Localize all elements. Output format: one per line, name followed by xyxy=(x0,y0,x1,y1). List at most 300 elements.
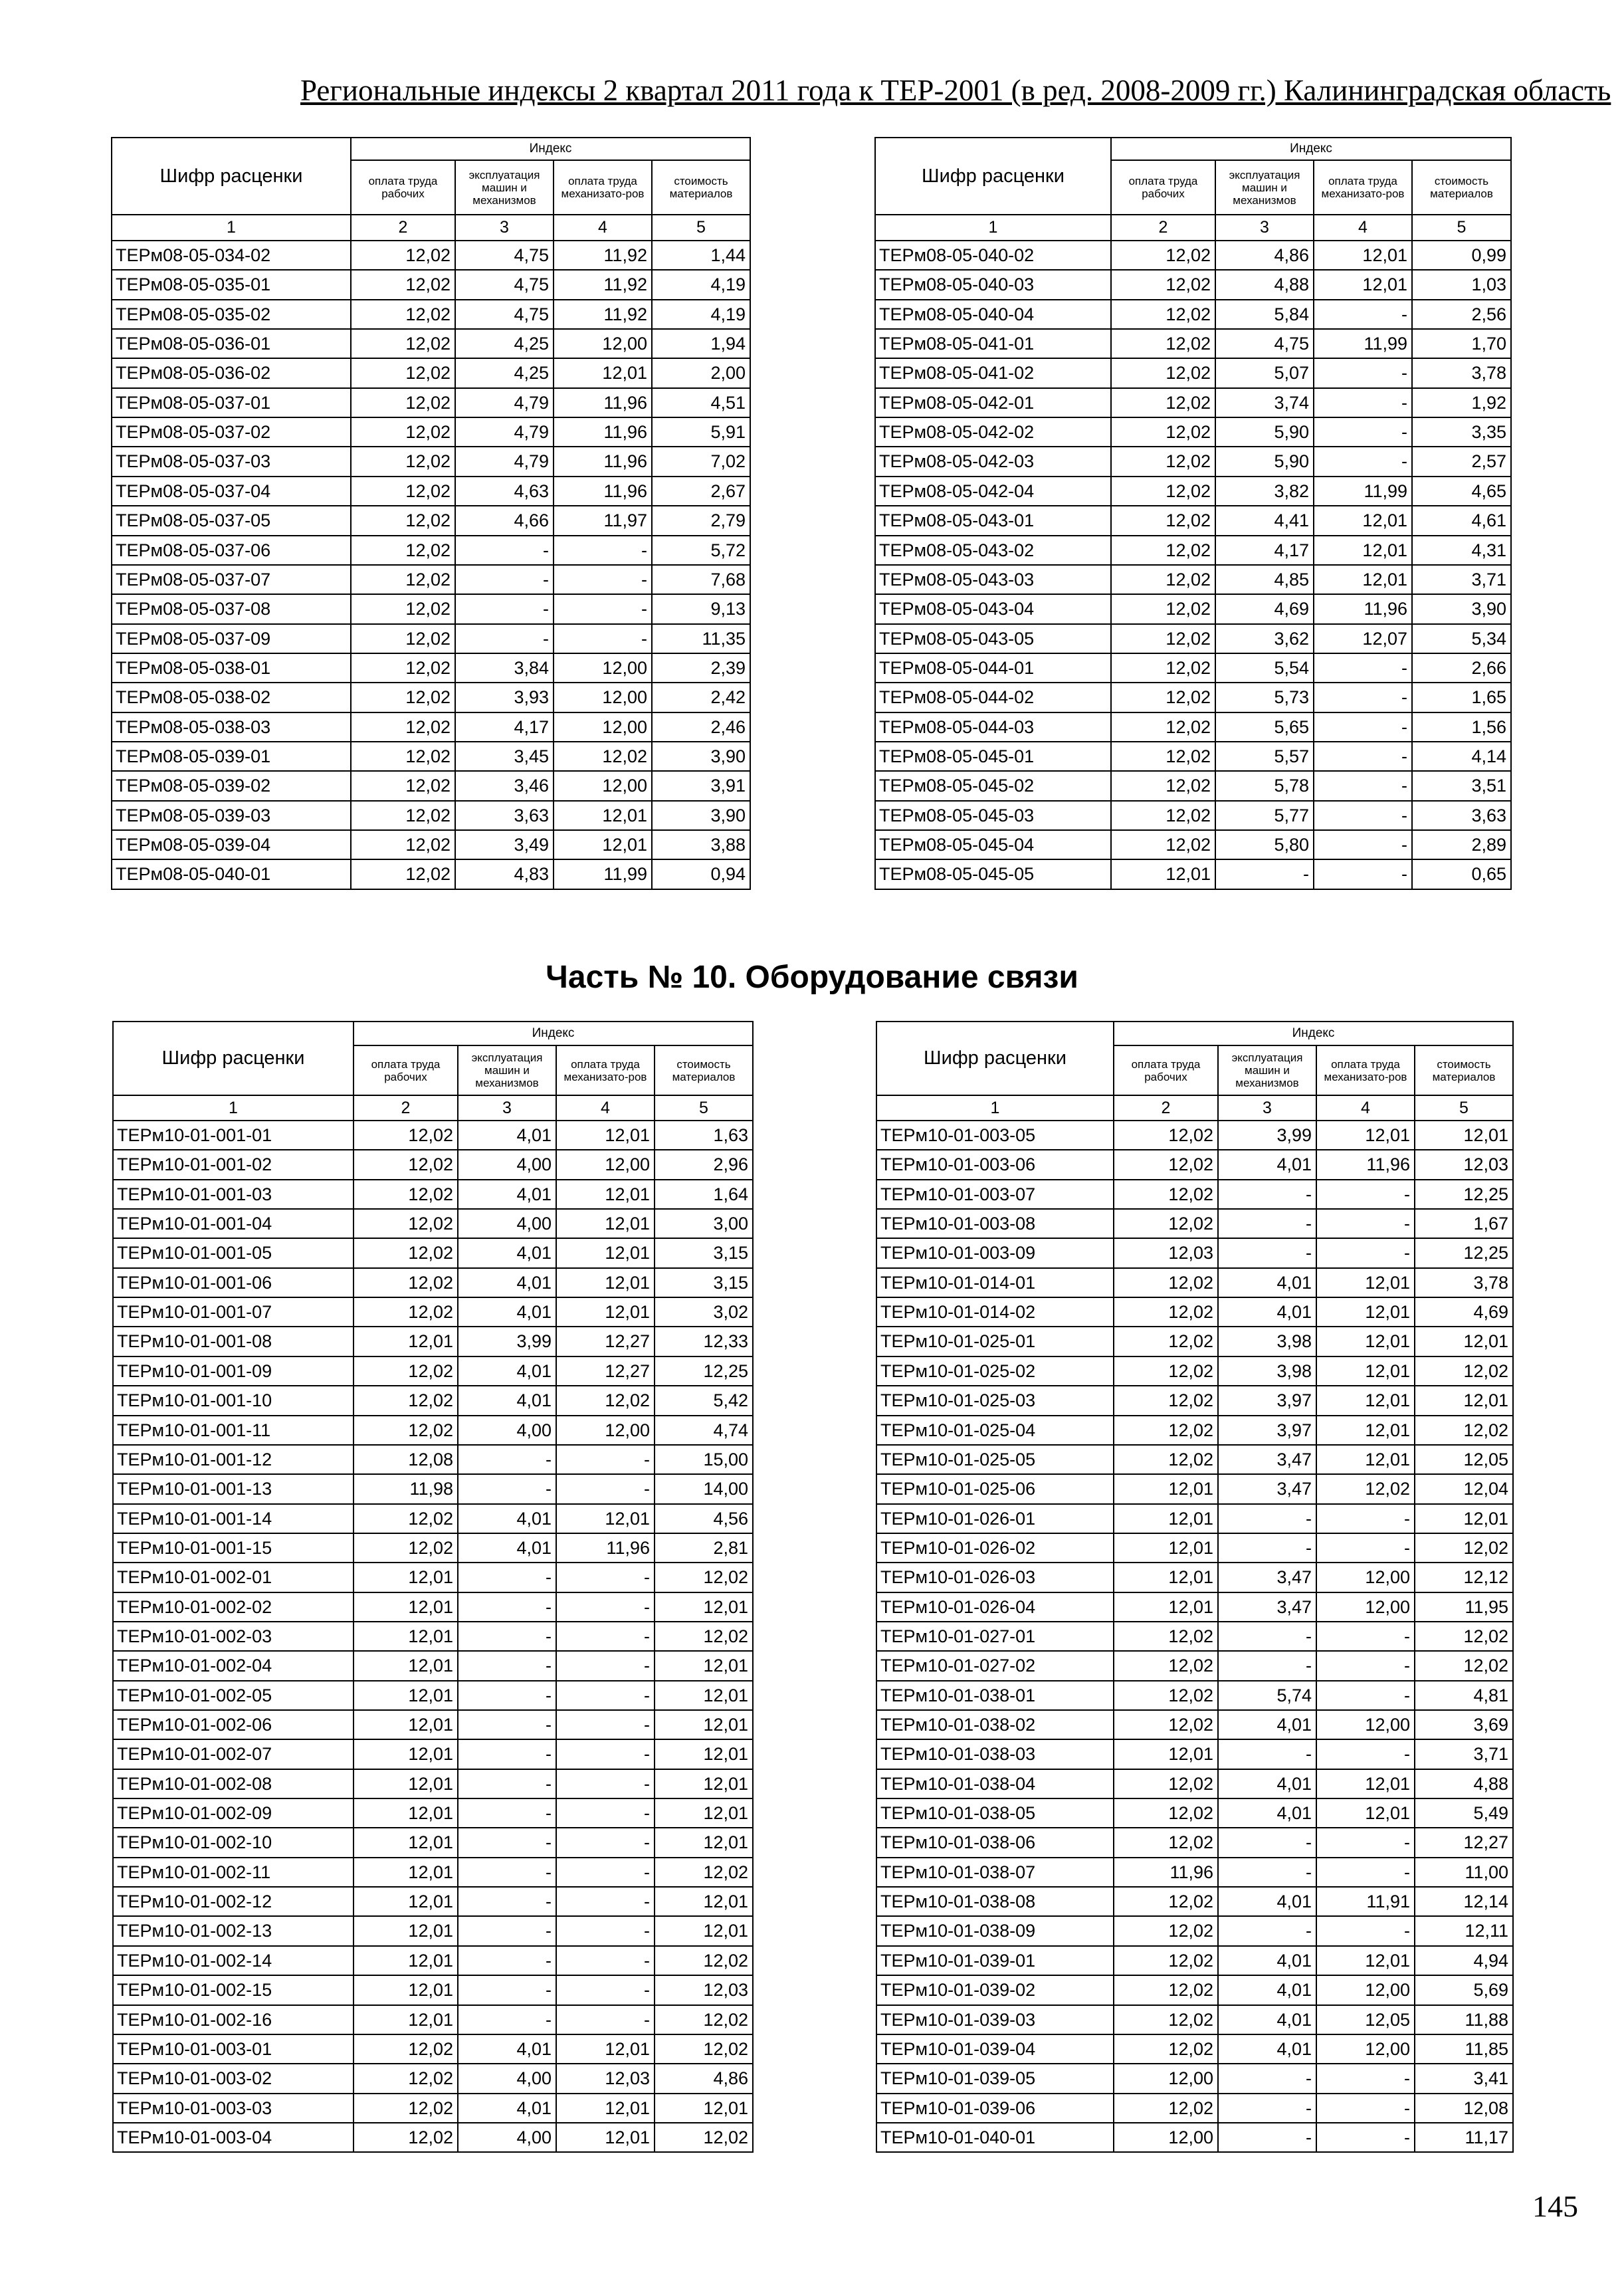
table-row xyxy=(876,1268,1513,1297)
index-value-cell: 12,02 xyxy=(1114,1121,1218,1150)
index-value-cell: 11,92 xyxy=(554,300,652,329)
column-number: 1 xyxy=(112,215,351,241)
rate-code-cell: ТЕРм08-05-039-01 xyxy=(112,742,351,771)
index-value-cell: 4,61 xyxy=(1412,506,1511,536)
table-row xyxy=(876,1622,1513,1651)
index-value-cell: 4,01 xyxy=(1218,1297,1316,1327)
table-row xyxy=(876,2005,1513,2034)
index-value-cell: 12,01 xyxy=(1316,1297,1415,1327)
index-value-cell: 12,01 xyxy=(1314,536,1412,565)
index-value-cell: 12,02 xyxy=(351,594,455,624)
code-column-header: Шифр расценки xyxy=(113,1022,354,1095)
index-value-cell: 12,02 xyxy=(351,329,455,358)
index-value-cell: 12,02 xyxy=(354,1416,458,1445)
index-value-cell: - xyxy=(1316,2094,1415,2123)
table-row xyxy=(112,771,750,801)
index-value-cell: 3,15 xyxy=(655,1268,753,1297)
index-value-cell: 12,02 xyxy=(1114,1445,1218,1474)
index-value-cell: - xyxy=(1218,1533,1316,1563)
index-value-cell: 1,44 xyxy=(652,241,750,270)
index-value-cell: 12,02 xyxy=(351,859,455,889)
index-value-cell: 12,01 xyxy=(354,1887,458,1916)
index-value-cell: 12,12 xyxy=(1415,1563,1513,1592)
column-number: 5 xyxy=(652,215,750,241)
index-value-cell: 4,86 xyxy=(1215,241,1314,270)
index-value-cell: 12,02 xyxy=(354,2123,458,2152)
index-value-cell: 12,02 xyxy=(354,1533,458,1563)
table-row xyxy=(876,2094,1513,2123)
rate-code-cell: ТЕРм08-05-045-02 xyxy=(875,771,1111,801)
index-value-cell: 12,00 xyxy=(554,653,652,683)
index-value-cell: - xyxy=(556,1710,655,1739)
index-value-cell: 3,93 xyxy=(455,683,554,712)
index-value-cell: 12,01 xyxy=(354,1592,458,1622)
table-row xyxy=(112,624,750,653)
index-value-cell: - xyxy=(458,1563,556,1592)
index-value-cell: 12,00 xyxy=(1114,2123,1218,2152)
index-value-cell: - xyxy=(556,1887,655,1916)
table-row xyxy=(112,536,750,565)
rate-code-cell: ТЕРм10-01-001-09 xyxy=(113,1356,354,1386)
index-value-cell: 4,14 xyxy=(1412,742,1511,771)
table-row xyxy=(113,1150,753,1180)
labor-cost-header: оплата труда рабочих xyxy=(354,1045,458,1095)
index-value-cell: 12,02 xyxy=(1114,1916,1218,1946)
index-value-cell: 12,02 xyxy=(655,1946,753,1975)
table-row xyxy=(876,1681,1513,1710)
index-value-cell: 4,01 xyxy=(1218,1946,1316,1975)
index-value-cell: - xyxy=(458,1622,556,1651)
index-value-cell: 2,00 xyxy=(652,358,750,388)
index-value-cell: - xyxy=(455,594,554,624)
index-value-cell: - xyxy=(458,1681,556,1710)
index-value-cell: 12,02 xyxy=(1111,801,1215,830)
index-value-cell: 4,75 xyxy=(455,241,554,270)
rate-code-cell: ТЕРм10-01-039-02 xyxy=(876,1975,1114,2005)
rate-code-cell: ТЕРм10-01-038-09 xyxy=(876,1916,1114,1946)
index-value-cell: 12,01 xyxy=(354,1710,458,1739)
rate-code-cell: ТЕРм10-01-002-14 xyxy=(113,1946,354,1975)
index-value-cell: 4,01 xyxy=(1218,1769,1316,1798)
index-value-cell: 12,02 xyxy=(1111,771,1215,801)
index-value-cell: 4,01 xyxy=(1218,2034,1316,2064)
index-value-cell: 4,83 xyxy=(455,859,554,889)
index-value-cell: 12,02 xyxy=(354,1180,458,1209)
table-row xyxy=(875,683,1511,712)
table-row xyxy=(113,1563,753,1592)
index-value-cell: 3,98 xyxy=(1218,1356,1316,1386)
rate-code-cell: ТЕРм10-01-001-15 xyxy=(113,1533,354,1563)
operator-labor-header: оплата труда механизато-ров xyxy=(556,1045,655,1095)
index-value-cell: 12,03 xyxy=(655,1975,753,2005)
materials-cost-header: стоимость материалов xyxy=(652,160,750,215)
index-value-cell: 3,90 xyxy=(652,742,750,771)
table-row xyxy=(875,300,1511,329)
code-column-header: Шифр расценки xyxy=(875,138,1111,215)
index-table-part10-left xyxy=(112,1021,754,2153)
index-value-cell: - xyxy=(458,1887,556,1916)
index-value-cell: - xyxy=(458,1769,556,1798)
rate-code-cell: ТЕРм10-01-002-12 xyxy=(113,1887,354,1916)
index-value-cell: 4,01 xyxy=(1218,1798,1316,1828)
index-value-cell: 11,96 xyxy=(1314,594,1412,624)
table-row xyxy=(113,1681,753,1710)
index-value-cell: 12,02 xyxy=(1114,1828,1218,1858)
table-row xyxy=(875,241,1511,270)
index-value-cell: - xyxy=(1316,1180,1415,1209)
index-value-cell: 12,01 xyxy=(1415,1504,1513,1533)
rate-code-cell: ТЕРм10-01-038-08 xyxy=(876,1887,1114,1916)
index-value-cell: 3,78 xyxy=(1415,1268,1513,1297)
index-value-cell: 12,02 xyxy=(351,536,455,565)
table-row xyxy=(112,683,750,712)
index-value-cell: 3,99 xyxy=(1218,1121,1316,1150)
rate-code-cell: ТЕРм08-05-042-01 xyxy=(875,388,1111,417)
index-value-cell: 12,04 xyxy=(1415,1474,1513,1504)
table-row xyxy=(113,1121,753,1150)
rate-code-cell: ТЕРм08-05-044-01 xyxy=(875,653,1111,683)
index-value-cell: 15,00 xyxy=(655,1445,753,1474)
index-value-cell: 11,85 xyxy=(1415,2034,1513,2064)
column-number: 4 xyxy=(554,215,652,241)
index-value-cell: - xyxy=(458,1975,556,2005)
table-row xyxy=(112,300,750,329)
labor-cost-header: оплата труда рабочих xyxy=(1111,160,1215,215)
index-value-cell: 12,01 xyxy=(354,1828,458,1858)
table-row xyxy=(113,1533,753,1563)
index-value-cell: - xyxy=(1218,1622,1316,1651)
table-row xyxy=(875,653,1511,683)
column-number-row xyxy=(875,215,1511,241)
index-table-part8-right xyxy=(874,137,1512,890)
index-value-cell: 11,96 xyxy=(1114,1858,1218,1887)
table-row xyxy=(875,859,1511,889)
index-value-cell: 12,01 xyxy=(1316,1386,1415,1416)
index-value-cell: 7,68 xyxy=(652,565,750,594)
index-value-cell: - xyxy=(1316,1651,1415,1681)
table-row xyxy=(113,2123,753,2152)
table-row xyxy=(112,388,750,417)
index-value-cell: - xyxy=(554,594,652,624)
rate-code-cell: ТЕРм08-05-038-02 xyxy=(112,683,351,712)
index-value-cell: - xyxy=(458,1798,556,1828)
index-value-cell: 4,75 xyxy=(455,270,554,300)
rate-code-cell: ТЕРм08-05-034-02 xyxy=(112,241,351,270)
index-value-cell: - xyxy=(455,536,554,565)
index-value-cell: 2,46 xyxy=(652,712,750,742)
table-row xyxy=(876,1592,1513,1622)
index-value-cell: 5,91 xyxy=(652,417,750,447)
table-row xyxy=(113,1386,753,1416)
index-value-cell: - xyxy=(1218,2064,1316,2094)
index-value-cell: 11,00 xyxy=(1415,1858,1513,1887)
index-value-cell: - xyxy=(1316,1858,1415,1887)
table-row xyxy=(876,1916,1513,1946)
rate-code-cell: ТЕРм10-01-003-09 xyxy=(876,1238,1114,1268)
index-value-cell: 7,02 xyxy=(652,447,750,477)
index-value-cell: 12,02 xyxy=(1415,1416,1513,1445)
index-value-cell: 12,01 xyxy=(655,1651,753,1681)
table-row xyxy=(112,329,750,358)
table-row xyxy=(876,1180,1513,1209)
index-value-cell: 11,92 xyxy=(554,270,652,300)
table-row xyxy=(112,742,750,771)
rate-code-cell: ТЕРм10-01-001-12 xyxy=(113,1445,354,1474)
table-row xyxy=(875,771,1511,801)
index-value-cell: 3,63 xyxy=(455,801,554,830)
index-value-cell: 4,74 xyxy=(655,1416,753,1445)
index-value-cell: 12,02 xyxy=(655,2123,753,2152)
index-value-cell: 12,05 xyxy=(1415,1445,1513,1474)
index-value-cell: 2,56 xyxy=(1412,300,1511,329)
index-value-cell: 12,02 xyxy=(1114,1798,1218,1828)
index-value-cell: - xyxy=(556,1769,655,1798)
index-value-cell: - xyxy=(458,1946,556,1975)
index-value-cell: 12,02 xyxy=(1415,1356,1513,1386)
index-value-cell: 5,34 xyxy=(1412,624,1511,653)
index-value-cell: 12,02 xyxy=(351,771,455,801)
rate-code-cell: ТЕРм10-01-002-02 xyxy=(113,1592,354,1622)
index-value-cell: 12,27 xyxy=(1415,1828,1513,1858)
rate-code-cell: ТЕРм10-01-003-05 xyxy=(876,1121,1114,1150)
index-value-cell: 3,82 xyxy=(1215,477,1314,506)
rate-code-cell: ТЕРм10-01-038-07 xyxy=(876,1858,1114,1887)
index-value-cell: 4,01 xyxy=(458,1533,556,1563)
index-value-cell: 12,02 xyxy=(354,1386,458,1416)
column-number: 5 xyxy=(1415,1095,1513,1121)
rate-code-cell: ТЕРм08-05-040-01 xyxy=(112,859,351,889)
rate-code-cell: ТЕРм10-01-002-08 xyxy=(113,1769,354,1798)
rate-code-cell: ТЕРм08-05-037-05 xyxy=(112,506,351,536)
index-value-cell: 3,91 xyxy=(652,771,750,801)
index-value-cell: 4,31 xyxy=(1412,536,1511,565)
index-value-cell: 3,62 xyxy=(1215,624,1314,653)
index-value-cell: 11,91 xyxy=(1316,1887,1415,1916)
index-value-cell: 12,02 xyxy=(351,624,455,653)
index-value-cell: - xyxy=(455,624,554,653)
index-value-cell: 11,95 xyxy=(1415,1592,1513,1622)
table-row xyxy=(875,801,1511,830)
index-value-cell: 4,01 xyxy=(458,1238,556,1268)
machine-operation-header: эксплуатация машин и механизмов xyxy=(455,160,554,215)
index-value-cell: - xyxy=(1314,358,1412,388)
index-value-cell: - xyxy=(1218,2123,1316,2152)
rate-code-cell: ТЕРм10-01-039-04 xyxy=(876,2034,1114,2064)
rate-code-cell: ТЕРм10-01-026-03 xyxy=(876,1563,1114,1592)
table-row xyxy=(875,329,1511,358)
index-value-cell: 12,02 xyxy=(1111,477,1215,506)
index-value-cell: - xyxy=(455,565,554,594)
index-value-cell: 3,02 xyxy=(655,1297,753,1327)
index-value-cell: 3,51 xyxy=(1412,771,1511,801)
index-value-cell: 2,39 xyxy=(652,653,750,683)
index-value-cell: 4,81 xyxy=(1415,1681,1513,1710)
table-row xyxy=(113,1946,753,1975)
table-row xyxy=(113,2064,753,2094)
rate-code-cell: ТЕРм08-05-044-02 xyxy=(875,683,1111,712)
index-value-cell: 12,00 xyxy=(554,329,652,358)
table-row xyxy=(876,1798,1513,1828)
index-value-cell: 0,65 xyxy=(1412,859,1511,889)
rate-code-cell: ТЕРм08-05-037-01 xyxy=(112,388,351,417)
index-value-cell: 1,67 xyxy=(1415,1209,1513,1238)
rate-code-cell: ТЕРм10-01-025-03 xyxy=(876,1386,1114,1416)
table-row xyxy=(112,801,750,830)
table-row xyxy=(113,1710,753,1739)
table-row xyxy=(112,594,750,624)
index-value-cell: - xyxy=(1316,1533,1415,1563)
materials-cost-header: стоимость материалов xyxy=(1412,160,1511,215)
index-value-cell: 5,84 xyxy=(1215,300,1314,329)
index-value-cell: 5,73 xyxy=(1215,683,1314,712)
table-row xyxy=(875,447,1511,477)
index-value-cell: 12,01 xyxy=(1314,270,1412,300)
table-row xyxy=(113,1180,753,1209)
index-value-cell: 3,71 xyxy=(1412,565,1511,594)
table-row xyxy=(876,1238,1513,1268)
index-value-cell: 12,02 xyxy=(354,1150,458,1180)
index-value-cell: 12,01 xyxy=(1114,1533,1218,1563)
index-value-cell: 12,01 xyxy=(655,2094,753,2123)
index-value-cell: 3,78 xyxy=(1412,358,1511,388)
index-value-cell: 12,01 xyxy=(354,1946,458,1975)
index-value-cell: 12,02 xyxy=(1316,1474,1415,1504)
rate-code-cell: ТЕРм08-05-038-01 xyxy=(112,653,351,683)
index-value-cell: - xyxy=(1215,859,1314,889)
rate-code-cell: ТЕРм08-05-036-02 xyxy=(112,358,351,388)
index-value-cell: 4,79 xyxy=(455,388,554,417)
rate-code-cell: ТЕРм10-01-038-04 xyxy=(876,1769,1114,1798)
index-value-cell: 12,02 xyxy=(1111,594,1215,624)
table-row xyxy=(112,417,750,447)
index-value-cell: 4,01 xyxy=(458,1297,556,1327)
index-value-cell: 12,02 xyxy=(1111,417,1215,447)
index-value-cell: - xyxy=(458,1474,556,1504)
index-value-cell: 12,01 xyxy=(1316,1121,1415,1150)
rate-code-cell: ТЕРм08-05-043-03 xyxy=(875,565,1111,594)
operator-labor-header: оплата труда механизато-ров xyxy=(1314,160,1412,215)
table-row xyxy=(112,565,750,594)
index-value-cell: 4,01 xyxy=(1218,2005,1316,2034)
index-value-cell: 12,02 xyxy=(351,358,455,388)
index-value-cell: 12,02 xyxy=(1111,506,1215,536)
index-value-cell: 3,69 xyxy=(1415,1710,1513,1739)
table-row xyxy=(113,1916,753,1946)
index-value-cell: 12,14 xyxy=(1415,1887,1513,1916)
column-number-row xyxy=(876,1095,1513,1121)
rate-code-cell: ТЕРм08-05-041-02 xyxy=(875,358,1111,388)
labor-cost-header: оплата труда рабочих xyxy=(1114,1045,1218,1095)
rate-code-cell: ТЕРм10-01-026-01 xyxy=(876,1504,1114,1533)
index-value-cell: 4,01 xyxy=(458,1121,556,1150)
index-value-cell: 12,01 xyxy=(556,1121,655,1150)
index-value-cell: 12,01 xyxy=(354,1769,458,1798)
index-value-cell: 11,92 xyxy=(554,241,652,270)
index-value-cell: 1,03 xyxy=(1412,270,1511,300)
index-value-cell: - xyxy=(1316,1739,1415,1769)
index-value-cell: 12,00 xyxy=(1316,1710,1415,1739)
index-value-cell: - xyxy=(554,565,652,594)
index-value-cell: 1,94 xyxy=(652,329,750,358)
table-row xyxy=(875,830,1511,859)
index-value-cell: 12,02 xyxy=(1114,1622,1218,1651)
index-value-cell: - xyxy=(556,1622,655,1651)
rate-code-cell: ТЕРм10-01-002-15 xyxy=(113,1975,354,2005)
index-value-cell: 12,01 xyxy=(556,1180,655,1209)
index-value-cell: - xyxy=(556,1474,655,1504)
index-value-cell: 5,07 xyxy=(1215,358,1314,388)
index-value-cell: 4,00 xyxy=(458,2123,556,2152)
index-value-cell: 12,02 xyxy=(1114,1681,1218,1710)
rate-code-cell: ТЕРм10-01-003-03 xyxy=(113,2094,354,2123)
rate-code-cell: ТЕРм10-01-001-02 xyxy=(113,1150,354,1180)
table-row xyxy=(875,742,1511,771)
index-value-cell: 4,17 xyxy=(1215,536,1314,565)
rate-code-cell: ТЕРм10-01-001-14 xyxy=(113,1504,354,1533)
index-value-cell: 12,01 xyxy=(655,1887,753,1916)
rate-code-cell: ТЕРм10-01-001-10 xyxy=(113,1386,354,1416)
index-value-cell: 12,00 xyxy=(554,712,652,742)
index-value-cell: 12,02 xyxy=(1111,830,1215,859)
index-value-cell: 3,45 xyxy=(455,742,554,771)
index-value-cell: - xyxy=(458,1916,556,1946)
index-value-cell: 12,02 xyxy=(1111,300,1215,329)
index-value-cell: 12,27 xyxy=(556,1356,655,1386)
rate-code-cell: ТЕРм10-01-001-13 xyxy=(113,1474,354,1504)
index-value-cell: 14,00 xyxy=(655,1474,753,1504)
index-value-cell: 12,01 xyxy=(354,1858,458,1887)
index-value-cell: 3,47 xyxy=(1218,1474,1316,1504)
index-value-cell: 12,02 xyxy=(351,683,455,712)
index-value-cell: 12,01 xyxy=(1314,241,1412,270)
rate-code-cell: ТЕРм10-01-002-01 xyxy=(113,1563,354,1592)
column-number: 4 xyxy=(1314,215,1412,241)
index-value-cell: - xyxy=(458,1710,556,1739)
index-value-cell: - xyxy=(556,1563,655,1592)
table-row xyxy=(876,1416,1513,1445)
index-value-cell: 12,01 xyxy=(354,2005,458,2034)
index-value-cell: 4,75 xyxy=(455,300,554,329)
rate-code-cell: ТЕРм10-01-038-03 xyxy=(876,1739,1114,1769)
rate-code-cell: ТЕРм10-01-039-06 xyxy=(876,2094,1114,2123)
index-value-cell: 3,46 xyxy=(455,771,554,801)
index-value-cell: 12,02 xyxy=(1111,270,1215,300)
table-row xyxy=(113,1858,753,1887)
table-row xyxy=(113,1356,753,1386)
rate-code-cell: ТЕРм10-01-014-01 xyxy=(876,1268,1114,1297)
index-value-cell: 1,56 xyxy=(1412,712,1511,742)
table-row xyxy=(113,1297,753,1327)
rate-code-cell: ТЕРм10-01-001-08 xyxy=(113,1327,354,1356)
column-number: 3 xyxy=(1218,1095,1316,1121)
index-value-cell: 12,02 xyxy=(655,2034,753,2064)
rate-code-cell: ТЕРм08-05-040-03 xyxy=(875,270,1111,300)
index-value-cell: 4,88 xyxy=(1215,270,1314,300)
index-value-cell: 12,02 xyxy=(1114,1651,1218,1681)
table-row xyxy=(112,859,750,889)
index-value-cell: 12,02 xyxy=(1114,1209,1218,1238)
table-row xyxy=(876,2034,1513,2064)
index-value-cell: 4,01 xyxy=(1218,1710,1316,1739)
table-row xyxy=(112,477,750,506)
index-value-cell: 4,41 xyxy=(1215,506,1314,536)
index-value-cell: - xyxy=(1218,1180,1316,1209)
table-row xyxy=(112,358,750,388)
index-value-cell: 12,02 xyxy=(351,801,455,830)
header-row xyxy=(113,1022,753,1045)
index-value-cell: 12,02 xyxy=(354,2094,458,2123)
index-value-cell: 12,02 xyxy=(351,388,455,417)
